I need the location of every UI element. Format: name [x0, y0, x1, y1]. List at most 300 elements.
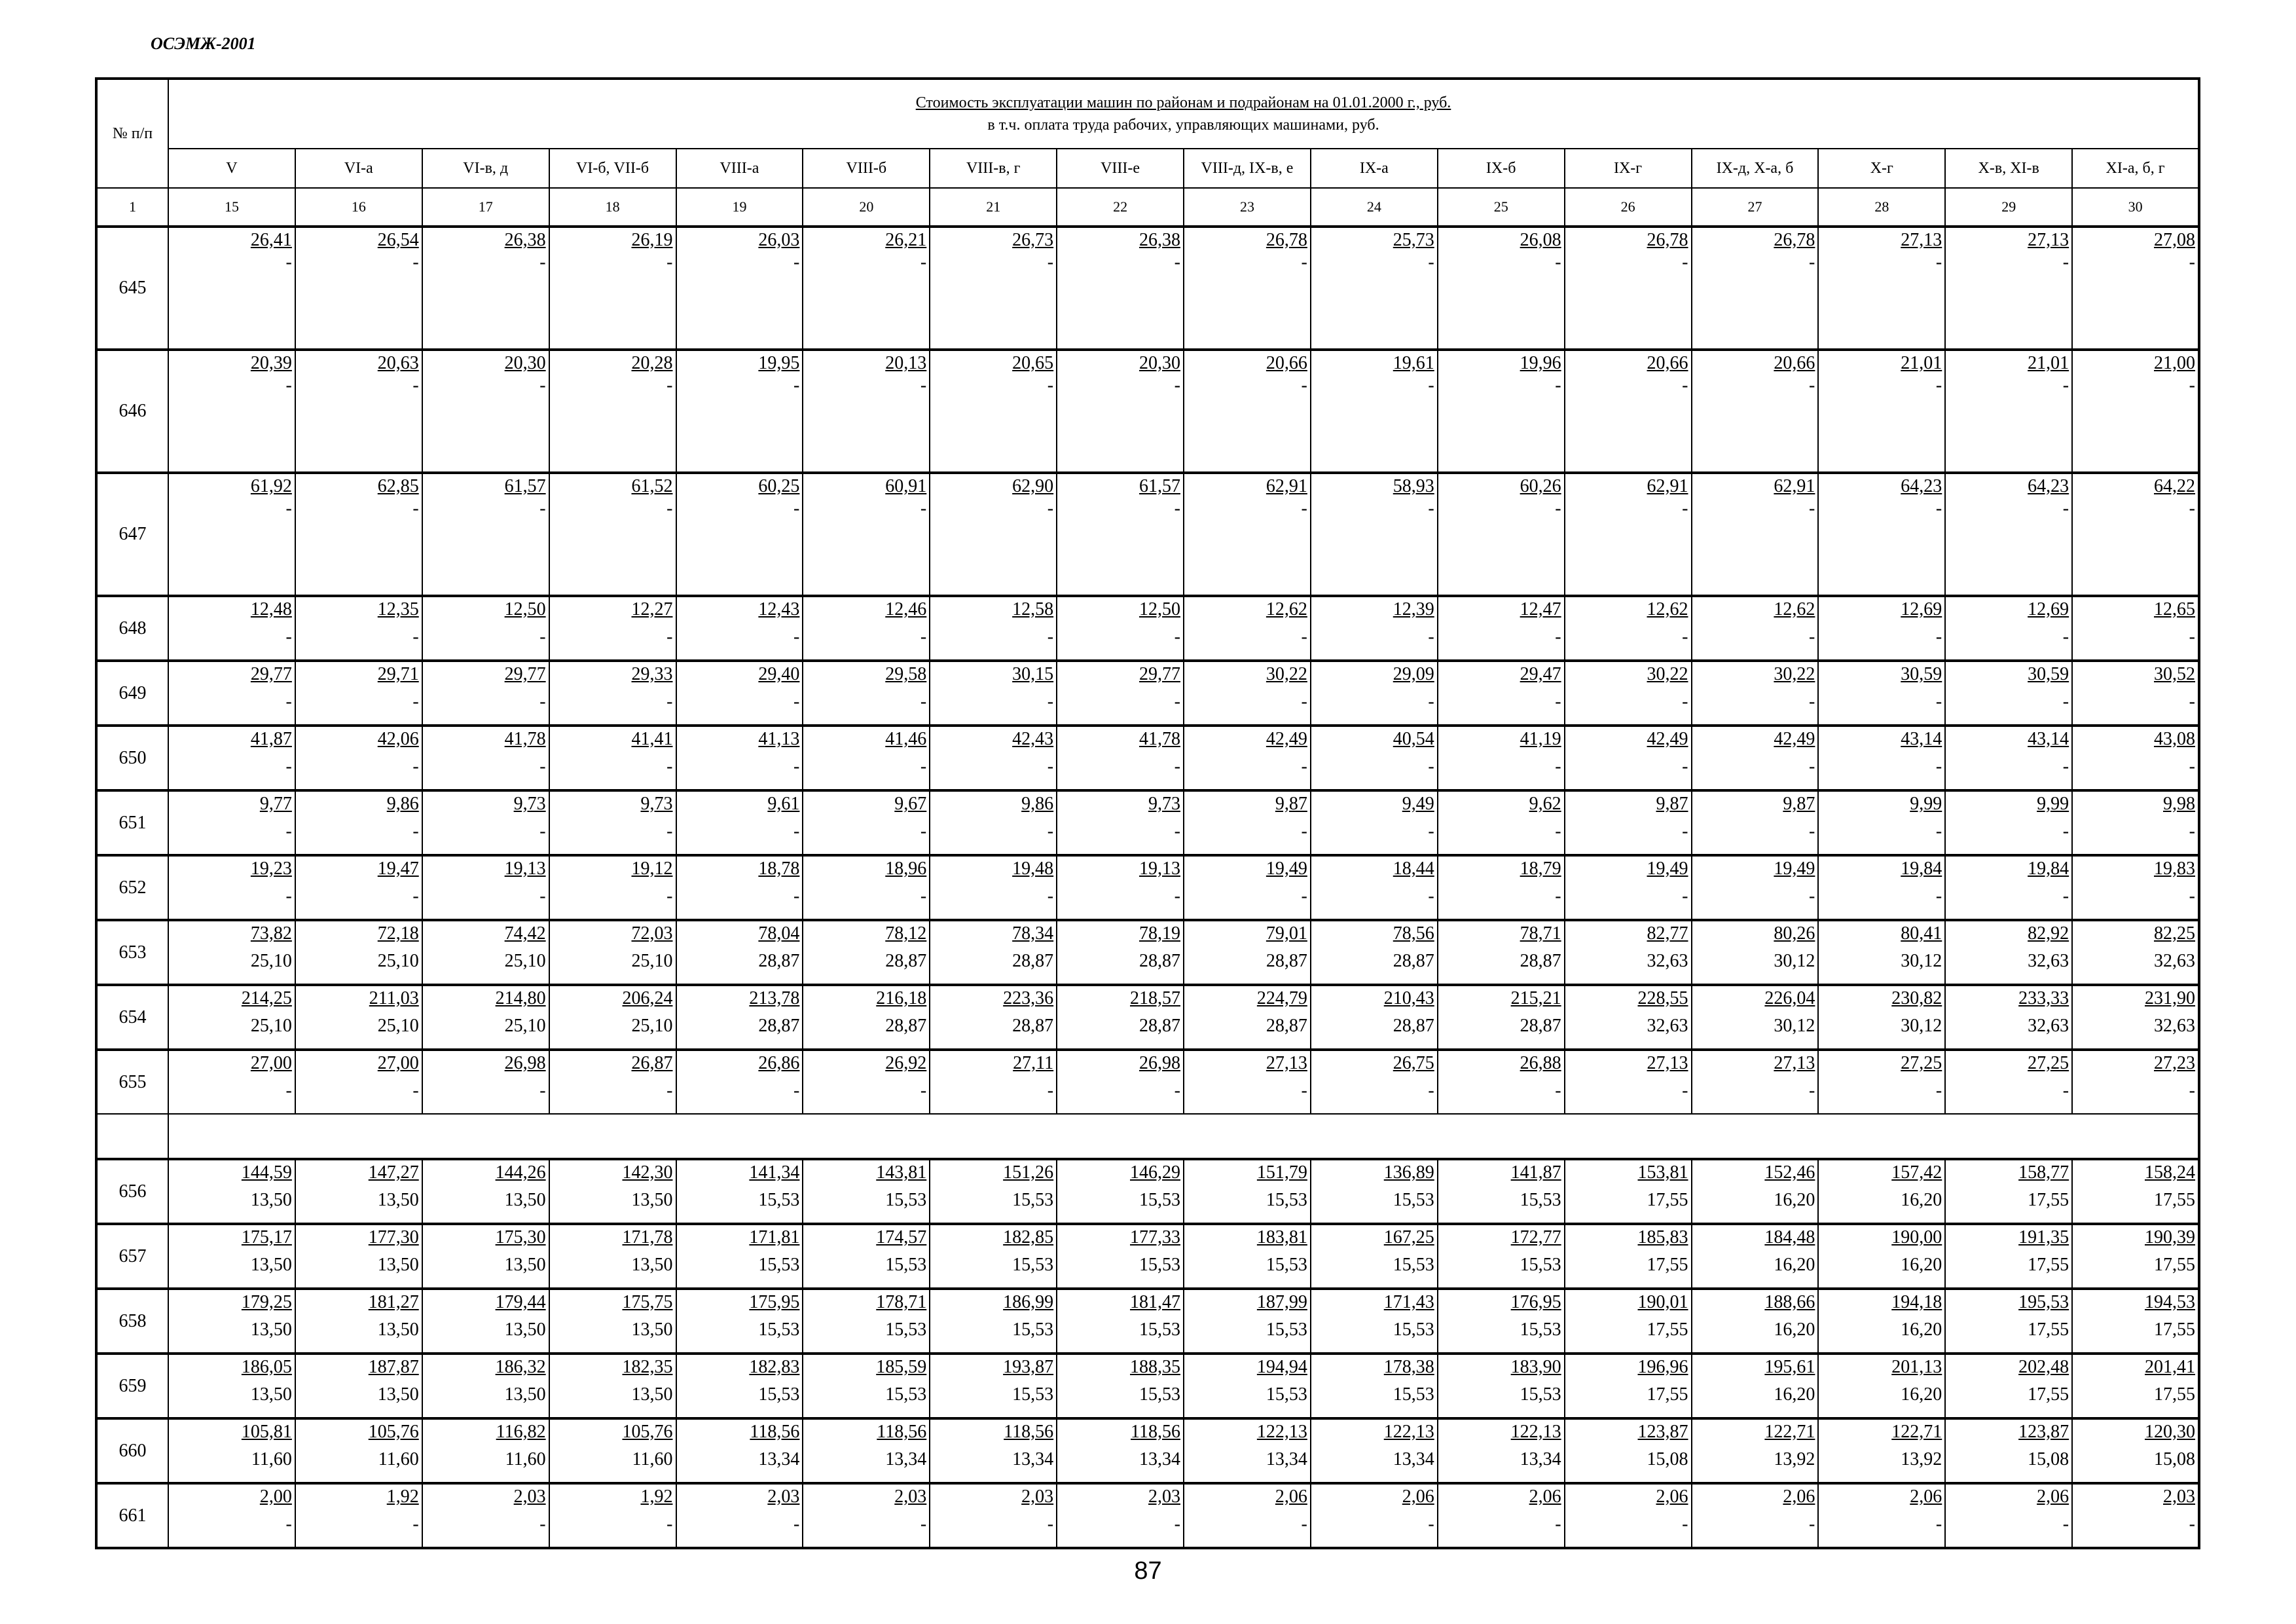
operating-cost-value: 61,92 [250, 476, 292, 496]
labor-cost-value: 13,50 [250, 1384, 292, 1405]
labor-cost-value: 32,63 [2154, 951, 2195, 971]
cell-spacer [169, 945, 295, 950]
cell-spacer [803, 945, 929, 950]
labor-cost-value: - [1301, 1514, 1307, 1534]
cell-spacer [1438, 1010, 1564, 1015]
operating-cost-value: 9,62 [1529, 794, 1561, 814]
cell-spacer [2073, 1508, 2198, 1513]
cell-spacer [1946, 1314, 2071, 1319]
operating-cost-value: 12,35 [377, 599, 419, 619]
cell-spacer [1438, 1314, 1564, 1319]
labor-cost-value: - [539, 627, 546, 647]
labor-cost-value: 15,53 [1012, 1320, 1054, 1340]
operating-cost-value: 2,03 [2163, 1486, 2195, 1507]
labor-cost-value: - [793, 821, 800, 841]
labor-cost-value: - [793, 1514, 800, 1534]
value-cell [1438, 1483, 1565, 1548]
operating-cost-value: 19,13 [504, 858, 546, 879]
labor-cost-value: 13,50 [631, 1384, 673, 1405]
labor-cost-value: - [1935, 821, 1942, 841]
labor-cost-value: - [1682, 375, 1688, 396]
cell-spacer [1057, 1249, 1183, 1254]
cell-spacer [803, 1010, 929, 1015]
cell-spacer [296, 1249, 422, 1254]
value-cell [676, 473, 803, 596]
value-cell [1438, 1159, 1565, 1224]
value-cell [803, 1050, 930, 1114]
value-cell [2072, 596, 2199, 661]
cell-spacer [1692, 750, 1818, 756]
value-cell [676, 1354, 803, 1418]
labor-cost-value: - [412, 498, 419, 519]
operating-cost-value: 177,30 [368, 1227, 419, 1247]
cell-spacer [677, 750, 803, 756]
cell-spacer [1946, 945, 2071, 950]
operating-cost-value: 2,03 [1021, 1486, 1054, 1507]
region-header: VI-б, VII-б [549, 149, 676, 188]
labor-cost-value: - [793, 1080, 800, 1101]
value-cell [422, 1224, 549, 1289]
operating-cost-value: 118,56 [750, 1422, 800, 1442]
value-cell [1057, 726, 1184, 790]
value-cell [1692, 596, 1819, 661]
cell-spacer [1311, 1314, 1437, 1319]
value-cell [1311, 920, 1438, 985]
operating-cost-value: 64,23 [2028, 476, 2069, 496]
operating-cost-value: 171,81 [749, 1227, 800, 1247]
cell-spacer [803, 1075, 929, 1080]
operating-cost-value: 42,49 [1774, 729, 1815, 749]
cell-spacer [423, 815, 549, 821]
labor-cost-value: - [920, 1514, 927, 1534]
operating-cost-value: 19,84 [1901, 858, 1942, 879]
labor-cost-value: 15,53 [758, 1384, 800, 1405]
table-row [96, 855, 2199, 920]
operating-cost-value: 201,41 [2145, 1357, 2195, 1377]
cell-spacer [1057, 1378, 1183, 1384]
value-cell [1692, 227, 1819, 350]
cell-spacer [677, 1508, 803, 1513]
labor-cost-value: - [2062, 692, 2069, 712]
operating-cost-value: 19,13 [1139, 858, 1180, 879]
region-header: VIII-е [1057, 149, 1184, 188]
value-cell [295, 726, 422, 790]
operating-cost-value: 19,12 [631, 858, 673, 879]
operating-cost-value: 214,80 [495, 988, 546, 1008]
value-cell [1565, 227, 1692, 350]
value-cell [1565, 1050, 1692, 1114]
cell-spacer [2073, 1378, 2198, 1384]
cell-spacer [296, 621, 422, 626]
row-number: 653 [96, 920, 168, 985]
labor-cost-value: - [1809, 1080, 1815, 1101]
operating-cost-value: 9,73 [640, 794, 673, 814]
labor-cost-value: 25,10 [504, 1016, 546, 1036]
cell-spacer [423, 1508, 549, 1513]
value-cell [1692, 473, 1819, 596]
value-cell [930, 726, 1057, 790]
labor-cost-value: 15,53 [885, 1384, 927, 1405]
cell-spacer [1057, 945, 1183, 950]
operating-cost-value: 26,92 [885, 1053, 927, 1073]
operating-cost-value: 27,13 [1901, 230, 1942, 250]
operating-cost-value: 42,49 [1266, 729, 1307, 749]
value-cell [549, 920, 676, 985]
value-cell [1692, 1289, 1819, 1354]
labor-cost-value: 28,87 [1266, 1016, 1307, 1036]
operating-cost-value: 27,23 [2154, 1053, 2195, 1073]
value-cell [1692, 726, 1819, 790]
labor-cost-value: - [539, 375, 546, 396]
value-cell [1311, 350, 1438, 473]
operating-cost-value: 142,30 [622, 1162, 673, 1183]
operating-cost-value: 178,38 [1383, 1357, 1434, 1377]
value-cell [295, 1418, 422, 1483]
value-cell [1311, 726, 1438, 790]
cell-spacer [1565, 1249, 1691, 1254]
value-cell [168, 350, 295, 473]
cell-spacer [1819, 1075, 1944, 1080]
operating-cost-value: 27,00 [377, 1053, 419, 1073]
table-row [96, 1354, 2199, 1418]
cell-spacer [1311, 880, 1437, 885]
cell-spacer [1057, 815, 1183, 821]
row-number: 650 [96, 726, 168, 790]
labor-cost-value: 13,50 [377, 1384, 419, 1405]
labor-cost-value: 25,10 [250, 1016, 292, 1036]
region-header-row [96, 149, 2199, 188]
cell-spacer [1692, 686, 1818, 691]
value-cell [1438, 1224, 1565, 1289]
labor-cost-value: - [539, 252, 546, 272]
value-cell [1438, 350, 1565, 473]
operating-cost-value: 40,54 [1393, 729, 1434, 749]
cell-spacer [1184, 1443, 1310, 1449]
operating-cost-value: 42,43 [1012, 729, 1054, 749]
operating-cost-value: 26,19 [631, 230, 673, 250]
value-cell [1945, 1289, 2072, 1354]
value-cell [2072, 855, 2199, 920]
value-cell [1438, 473, 1565, 596]
operating-cost-value: 26,75 [1393, 1053, 1434, 1073]
labor-cost-value: - [1174, 886, 1180, 906]
operating-cost-value: 20,66 [1774, 353, 1815, 373]
operating-cost-value: 167,25 [1383, 1227, 1434, 1247]
cell-spacer [169, 815, 295, 821]
operating-cost-value: 175,95 [749, 1292, 800, 1312]
operating-cost-value: 143,81 [876, 1162, 927, 1183]
labor-cost-value: - [1301, 498, 1307, 519]
cell-spacer [803, 880, 929, 885]
value-cell [1565, 596, 1692, 661]
operating-cost-value: 185,83 [1637, 1227, 1688, 1247]
table-row [96, 596, 2199, 661]
labor-cost-value: - [1301, 375, 1307, 396]
cell-spacer [423, 1443, 549, 1449]
cell-spacer [550, 1378, 676, 1384]
cell-spacer [1184, 1378, 1310, 1384]
labor-cost-value: - [1935, 498, 1942, 519]
labor-cost-value: - [412, 627, 419, 647]
labor-cost-value: - [1555, 1514, 1561, 1534]
value-cell [295, 1224, 422, 1289]
cell-spacer [169, 880, 295, 885]
labor-cost-value: 15,53 [1520, 1190, 1561, 1210]
cell-spacer [296, 1443, 422, 1449]
value-cell [1818, 350, 1945, 473]
value-cell [1057, 1050, 1184, 1114]
value-cell [1565, 350, 1692, 473]
operating-cost-value: 2,06 [1783, 1486, 1815, 1507]
labor-cost-value: 13,50 [504, 1320, 546, 1340]
value-cell [676, 790, 803, 855]
operating-cost-value: 9,49 [1402, 794, 1434, 814]
cell-spacer [677, 880, 803, 885]
operating-cost-value: 82,77 [1647, 923, 1688, 944]
table-row [96, 1159, 2199, 1224]
operating-cost-value: 2,06 [1529, 1486, 1561, 1507]
cell-spacer [423, 1010, 549, 1015]
labor-cost-value: - [1301, 627, 1307, 647]
value-cell [676, 227, 803, 350]
value-cell [549, 661, 676, 726]
operating-cost-value: 202,48 [2018, 1357, 2069, 1377]
operating-cost-value: 2,06 [1402, 1486, 1434, 1507]
cell-spacer [550, 750, 676, 756]
labor-cost-value: 13,50 [631, 1320, 673, 1340]
region-header: VIII-б [803, 149, 930, 188]
cell-spacer [1184, 945, 1310, 950]
operating-cost-value: 9,86 [1021, 794, 1054, 814]
operating-cost-value: 105,81 [241, 1422, 292, 1442]
operating-cost-value: 226,04 [1764, 988, 1815, 1008]
labor-cost-value: 15,53 [1139, 1190, 1180, 1210]
labor-cost-value: 28,87 [1393, 951, 1434, 971]
operating-cost-value: 9,77 [259, 794, 292, 814]
labor-cost-value: - [285, 692, 292, 712]
cell-spacer [1819, 1378, 1944, 1384]
value-cell [1057, 985, 1184, 1050]
operating-cost-value: 2,06 [1656, 1486, 1688, 1507]
labor-cost-value: - [1428, 821, 1434, 841]
cell-spacer [550, 880, 676, 885]
value-cell [1818, 1159, 1945, 1224]
value-cell [1438, 1289, 1565, 1354]
cell-spacer [803, 750, 929, 756]
cell-spacer [1311, 1184, 1437, 1189]
column-number: 20 [803, 188, 930, 227]
value-cell [549, 1483, 676, 1548]
operating-cost-value: 19,96 [1520, 353, 1561, 373]
operating-cost-value: 41,13 [758, 729, 800, 749]
labor-cost-value: - [1809, 627, 1815, 647]
operating-cost-value: 9,86 [386, 794, 419, 814]
labor-cost-value: 11,60 [505, 1449, 546, 1469]
value-cell [1057, 227, 1184, 350]
value-cell [295, 855, 422, 920]
value-cell [803, 855, 930, 920]
labor-cost-value: - [1174, 252, 1180, 272]
labor-cost-value: 15,53 [1266, 1320, 1307, 1340]
operating-cost-value: 105,76 [368, 1422, 419, 1442]
operating-cost-value: 26,88 [1520, 1053, 1561, 1073]
cell-spacer [1438, 1075, 1564, 1080]
value-cell [1565, 1224, 1692, 1289]
cell-spacer [2073, 1010, 2198, 1015]
value-cell [295, 350, 422, 473]
operating-cost-value: 194,53 [2145, 1292, 2195, 1312]
value-cell [295, 1354, 422, 1418]
value-cell [549, 1289, 676, 1354]
cell-spacer [1438, 750, 1564, 756]
operating-cost-value: 9,98 [2163, 794, 2195, 814]
value-cell [422, 855, 549, 920]
labor-cost-value: - [920, 692, 927, 712]
operating-cost-value: 2,00 [259, 1486, 292, 1507]
operating-cost-value: 122,71 [1891, 1422, 1942, 1442]
value-cell [1565, 473, 1692, 596]
labor-cost-value: 11,60 [251, 1449, 292, 1469]
value-cell [1565, 1289, 1692, 1354]
labor-cost-value: 16,20 [1774, 1255, 1815, 1275]
operating-cost-value: 41,78 [1139, 729, 1180, 749]
cell-spacer [550, 1314, 676, 1319]
region-header: VIII-д, IX-в, е [1184, 149, 1311, 188]
value-cell [168, 473, 295, 596]
labor-cost-value: 13,50 [377, 1255, 419, 1275]
labor-cost-value: 15,53 [1012, 1384, 1054, 1405]
cell-spacer [296, 1378, 422, 1384]
row-number-header: № п/п [96, 79, 168, 188]
operating-cost-value: 20,28 [631, 353, 673, 373]
value-cell [1945, 726, 2072, 790]
labor-cost-value: 32,63 [2154, 1016, 2195, 1036]
region-header: X-г [1818, 149, 1945, 188]
labor-cost-value: - [1682, 756, 1688, 777]
cell-spacer [677, 1075, 803, 1080]
value-cell [295, 920, 422, 985]
value-cell [168, 920, 295, 985]
column-number: 1 [96, 188, 168, 227]
operating-cost-value: 60,25 [758, 476, 800, 496]
labor-cost-value: - [1809, 1514, 1815, 1534]
operating-cost-value: 27,25 [2028, 1053, 2069, 1073]
labor-cost-value: - [1935, 1514, 1942, 1534]
operating-cost-value: 171,43 [1383, 1292, 1434, 1312]
value-cell [1692, 1050, 1819, 1114]
cell-spacer [803, 686, 929, 691]
labor-cost-value: 28,87 [1139, 951, 1180, 971]
cell-spacer [1184, 1010, 1310, 1015]
cell-spacer [1819, 1010, 1944, 1015]
labor-cost-value: - [285, 1514, 292, 1534]
cell-spacer [423, 750, 549, 756]
cell-spacer [550, 1075, 676, 1080]
operating-cost-value: 64,22 [2154, 476, 2195, 496]
labor-cost-value: - [1174, 1080, 1180, 1101]
cell-spacer [2073, 1314, 2198, 1319]
operating-cost-value: 136,89 [1383, 1162, 1434, 1183]
row-number: 659 [96, 1354, 168, 1418]
value-cell [295, 473, 422, 596]
value-cell [2072, 661, 2199, 726]
table-row [96, 661, 2199, 726]
operating-cost-value: 18,78 [758, 858, 800, 879]
value-cell [930, 1224, 1057, 1289]
labor-cost-value: - [2189, 886, 2195, 906]
table-row [96, 1483, 2199, 1548]
labor-cost-value: - [1555, 1080, 1561, 1101]
operating-cost-value: 2,06 [1910, 1486, 1942, 1507]
labor-cost-value: 15,53 [1520, 1255, 1561, 1275]
labor-cost-value: 15,53 [1012, 1190, 1054, 1210]
cell-spacer [169, 1075, 295, 1080]
value-cell [803, 1483, 930, 1548]
value-cell [676, 1050, 803, 1114]
labor-cost-value: 15,08 [1647, 1449, 1688, 1469]
labor-cost-value: - [666, 1514, 673, 1534]
operating-cost-value: 27,11 [1013, 1053, 1054, 1073]
value-cell [1311, 855, 1438, 920]
operating-cost-value: 58,93 [1393, 476, 1434, 496]
cell-spacer [930, 945, 1056, 950]
labor-cost-value: 15,53 [1266, 1255, 1307, 1275]
value-cell [1818, 985, 1945, 1050]
value-cell [295, 227, 422, 350]
value-cell [1818, 473, 1945, 596]
labor-cost-value: 28,87 [1139, 1016, 1180, 1036]
operating-cost-value: 26,87 [631, 1053, 673, 1073]
value-cell [1565, 661, 1692, 726]
cell-spacer [677, 621, 803, 626]
operating-cost-value: 19,83 [2154, 858, 2195, 879]
value-cell [930, 350, 1057, 473]
cell-spacer [1819, 815, 1944, 821]
operating-cost-value: 190,39 [2145, 1227, 2195, 1247]
cell-spacer [1946, 1443, 2071, 1449]
labor-cost-value: - [2062, 375, 2069, 396]
labor-cost-value: - [1809, 821, 1815, 841]
cell-spacer [550, 945, 676, 950]
operating-cost-value: 179,25 [241, 1292, 292, 1312]
labor-cost-value: - [920, 1080, 927, 1101]
value-cell [1311, 227, 1438, 350]
value-cell [168, 985, 295, 1050]
operating-cost-value: 118,56 [877, 1422, 927, 1442]
value-cell [1945, 1354, 2072, 1418]
labor-cost-value: - [666, 821, 673, 841]
value-cell [1184, 350, 1311, 473]
operating-cost-value: 19,23 [250, 858, 292, 879]
operating-cost-value: 182,35 [622, 1357, 673, 1377]
value-cell [1438, 1050, 1565, 1114]
labor-cost-value: - [1047, 821, 1054, 841]
value-cell [676, 726, 803, 790]
value-cell [295, 985, 422, 1050]
cell-spacer [169, 1508, 295, 1513]
operating-cost-value: 122,71 [1764, 1422, 1815, 1442]
labor-cost-value: - [2062, 1080, 2069, 1101]
operating-cost-value: 9,87 [1656, 794, 1688, 814]
value-cell [1184, 1289, 1311, 1354]
operating-cost-value: 78,56 [1393, 923, 1434, 944]
labor-cost-value: - [539, 886, 546, 906]
labor-cost-value: 28,87 [885, 1016, 927, 1036]
labor-cost-value: 15,53 [758, 1190, 800, 1210]
table-title-cost: Стоимость эксплуатации машин по районам и подрайонам на 01.01.2000 г., руб. [915, 94, 1451, 111]
labor-cost-value: 13,34 [1393, 1449, 1434, 1469]
labor-cost-value: 15,53 [885, 1190, 927, 1210]
